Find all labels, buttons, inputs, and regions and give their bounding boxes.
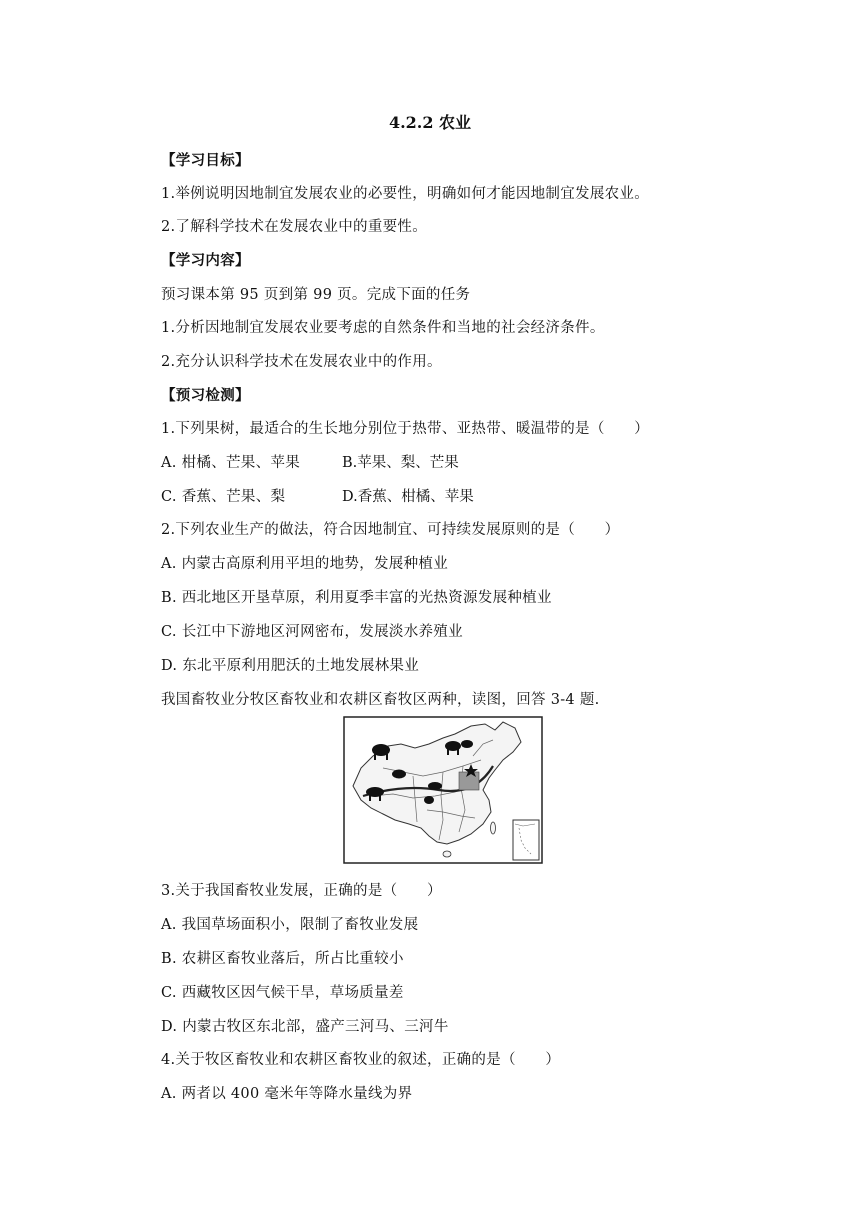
content-item-1: 1.分析因地制宜发展农业要考虑的自然条件和当地的社会经济条件。: [161, 320, 605, 336]
question-2-option-a: A. 内蒙古高原利用平坦的地势，发展种植业: [161, 556, 448, 572]
test-heading: 【预习检测】: [161, 387, 250, 404]
question-1-option-d: D.香蕉、柑橘、苹果: [342, 489, 474, 505]
question-2-option-d: D. 东北平原利用肥沃的土地发展林果业: [161, 658, 420, 674]
objectives-heading: 【学习目标】: [161, 152, 250, 169]
question-1-stem: 1.下列果树，最适合的生长地分别位于热带、亚热带、暖温带的是（ ）: [161, 421, 650, 437]
objective-2: 2.了解科学技术在发展农业中的重要性。: [161, 219, 428, 235]
content-intro: 预习课本第 95 页到第 99 页。完成下面的任务: [161, 287, 471, 303]
page-title: 4.2.2 农业: [388, 113, 472, 132]
question-3-stem: 3.关于我国畜牧业发展，正确的是（ ）: [161, 883, 442, 899]
question-3-option-c: C. 西藏牧区因气候干旱，草场质量差: [161, 985, 404, 1001]
content-heading: 【学习内容】: [161, 252, 250, 269]
question-1-option-c: C. 香蕉、芒果、梨: [161, 489, 286, 505]
china-livestock-map-figure: [343, 716, 543, 864]
question-2-stem: 2.下列农业生产的做法，符合因地制宜、可持续发展原则的是（ ）: [161, 522, 620, 538]
question-2-option-b: B. 西北地区开垦草原，利用夏季丰富的光热资源发展种植业: [161, 590, 552, 606]
content-item-2: 2.充分认识科学技术在发展农业中的作用。: [161, 354, 442, 370]
question-4-stem: 4.关于牧区畜牧业和农耕区畜牧业的叙述，正确的是（ ）: [161, 1052, 561, 1068]
question-4-option-a: A. 两者以 400 毫米年等降水量线为界: [161, 1086, 413, 1102]
question-3-option-b: B. 农耕区畜牧业落后，所占比重较小: [161, 951, 404, 967]
question-3-option-d: D. 内蒙古牧区东北部，盛产三河马、三河牛: [161, 1019, 449, 1035]
question-1-option-b: B.苹果、梨、芒果: [342, 455, 459, 471]
question-2-option-c: C. 长江中下游地区河网密布，发展淡水养殖业: [161, 624, 463, 640]
question-1-option-a: A. 柑橘、芒果、苹果: [161, 455, 300, 471]
passage-text: 我国畜牧业分牧区畜牧业和农耕区畜牧区两种，读图，回答 3-4 题.: [161, 692, 600, 708]
objective-1: 1.举例说明因地制宜发展农业的必要性，明确如何才能因地制宜发展农业。: [161, 186, 650, 202]
question-3-option-a: A. 我国草场面积小，限制了畜牧业发展: [161, 917, 419, 933]
